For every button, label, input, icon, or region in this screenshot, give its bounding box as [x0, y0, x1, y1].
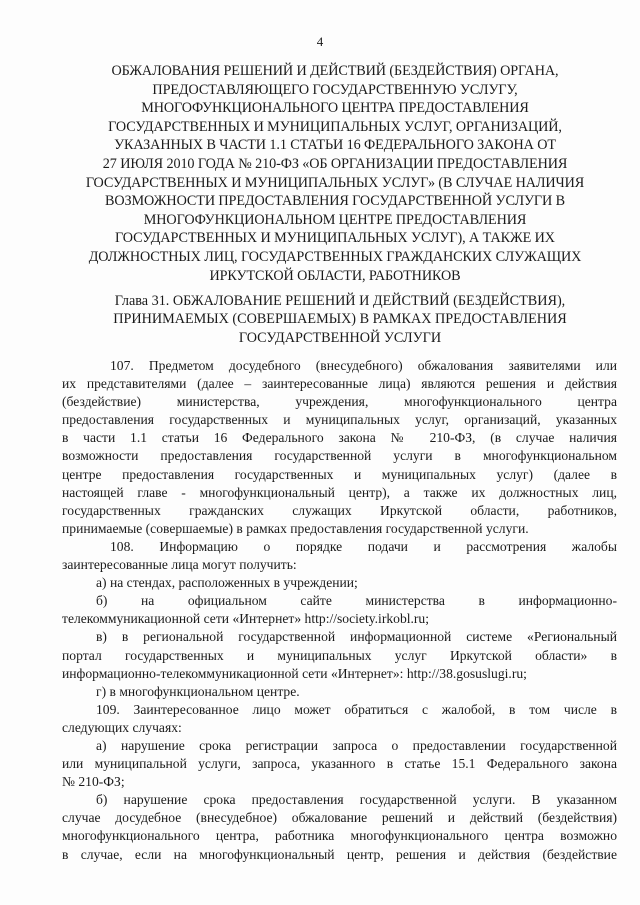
- paragraph-107-line: принимаемые (совершаемые) в рамках предоставления государственной услуги.: [62, 520, 529, 536]
- heading-line: ИРКУТСКОЙ ОБЛАСТИ, РАБОТНИКОВ: [209, 267, 461, 284]
- list-item: б) на официальном сайте министерства в информационно-: [96, 593, 617, 609]
- list-item: б) нарушение срока предоставления государственной услуги. В указанном: [96, 792, 617, 808]
- section-heading: [70, 62, 600, 285]
- paragraph-108-line: 108. Информацию о порядке подачи и рассмотрения жалобы: [110, 538, 617, 554]
- paragraph-109-line: 109. Заинтересованное лицо может обратиться с жалобой, в том числе в: [96, 701, 617, 717]
- heading-line: ГОСУДАРСТВЕННЫХ И МУНИЦИПАЛЬНЫХ УСЛУГ), А ТАКЖЕ ИХ: [115, 230, 555, 247]
- paragraph-107-line: их представителями (далее – заинтересованные лица) являются решения и действия: [62, 376, 617, 392]
- list-item: г) в многофункциональном центре.: [96, 683, 300, 699]
- list-item: в) в региональной государственной информационной системе «Региональный: [96, 629, 617, 645]
- heading-line: УКАЗАННЫХ В ЧАСТИ 1.1 СТАТЬИ 16 ФЕДЕРАЛЬНОГО ЗАКОНА ОТ: [114, 137, 556, 154]
- list-item: случае досудебное (внесудебное) обжалование решений и действий (бездействия): [62, 810, 617, 826]
- list-item: телекоммуникационной сети «Интернет» http://society.irkobl.ru;: [62, 611, 430, 627]
- heading-line: ДОЛЖНОСТНЫХ ЛИЦ, ГОСУДАРСТВЕННЫХ ГРАЖДАНСКИХ СЛУЖАЩИХ: [88, 248, 582, 265]
- chapter-line: ГОСУДАРСТВЕННОЙ УСЛУГИ: [238, 329, 442, 346]
- list-item: многофункционального центра, работника многофункционального центра возможно: [62, 828, 617, 844]
- chapter-line: ПРИНИМАЕМЫХ (СОВЕРШАЕМЫХ) В РАМКАХ ПРЕДОСТАВЛЕНИЯ: [113, 311, 567, 328]
- list-item: № 210-ФЗ;: [62, 774, 125, 790]
- paragraph-108-line: заинтересованные лица могут получить:: [62, 557, 297, 573]
- heading-line: 27 ИЮЛЯ 2010 ГОДА № 210-ФЗ «ОБ ОРГАНИЗАЦИИ ПРЕДОСТАВЛЕНИЯ: [102, 155, 568, 172]
- page-number: 4: [316, 34, 324, 49]
- paragraph-107-line: настоящей главе - многофункциональный центр), а также их должностных лиц,: [62, 484, 617, 500]
- list-item: в случае, если на многофункциональный центр, решения и действия (бездействие: [62, 846, 617, 862]
- heading-line: ПРЕДОСТАВЛЯЮЩЕГО ГОСУДАРСТВЕННУЮ УСЛУГУ,: [152, 81, 518, 98]
- heading-line: ОБЖАЛОВАНИЯ РЕШЕНИЙ И ДЕЙСТВИЙ (БЕЗДЕЙСТВИЯ) ОРГАНА,: [111, 63, 559, 79]
- paragraph-107-line: государственных гражданских служащих Иркутской области, работников,: [62, 502, 617, 518]
- paragraph-107-line: предоставления государственных и муниципальных услуг, организаций, указанных: [62, 412, 617, 428]
- paragraph-107-line: 107. Предметом досудебного (внесудебного) обжалования заявителями или: [110, 358, 617, 373]
- body-text: [62, 357, 617, 864]
- paragraph-107-line: возможности предоставления государственной услуги в многофункциональном: [62, 448, 617, 464]
- chapter-title: [80, 292, 600, 347]
- list-item: информационно-телекоммуникационной сети «Интернет»: http://38.gosuslugi.ru;: [62, 665, 527, 681]
- list-item: портал государственных и муниципальных услуг Иркутской области» в: [62, 647, 617, 663]
- paragraph-107-line: в части 1.1 статьи 16 Федерального закона № 210-ФЗ, (в случае наличия: [62, 430, 617, 446]
- list-item: а) нарушение срока регистрации запроса о предоставлении государственной: [96, 737, 617, 753]
- paragraph-107-line: (бездействие) министерства, учреждения, многофункционального центра: [62, 394, 617, 410]
- list-item: а) на стендах, расположенных в учреждении;: [96, 575, 358, 591]
- heading-line: ВОЗМОЖНОСТИ ПРЕДОСТАВЛЕНИЯ ГОСУДАРСТВЕННОЙ УСЛУГИ В: [104, 193, 565, 210]
- heading-line: МНОГОФУНКЦИОНАЛЬНОГО ЦЕНТРА ПРЕДОСТАВЛЕНИЯ: [141, 100, 529, 117]
- list-item: или муниципальной услуги, запроса, указанного в статье 15.1 Федерального закона: [62, 756, 617, 772]
- paragraph-107-line: центре предоставления государственных и муниципальных услуг) (далее в: [62, 466, 617, 482]
- heading-line: ГОСУДАРСТВЕННЫХ И МУНИЦИПАЛЬНЫХ УСЛУГ, ОРГАНИЗАЦИЙ,: [108, 118, 562, 135]
- paragraph-109-line: следующих случаях:: [62, 719, 182, 735]
- heading-line: ГОСУДАРСТВЕННЫХ И МУНИЦИПАЛЬНЫХ УСЛУГ» (В СЛУЧАЕ НАЛИЧИЯ: [85, 174, 585, 191]
- heading-line: МНОГОФУНКЦИОНАЛЬНОМ ЦЕНТРЕ ПРЕДОСТАВЛЕНИЯ: [143, 211, 527, 228]
- chapter-line: Глава 31. ОБЖАЛОВАНИЕ РЕШЕНИЙ И ДЕЙСТВИЙ (БЕЗДЕЙСТВИЯ),: [114, 293, 566, 309]
